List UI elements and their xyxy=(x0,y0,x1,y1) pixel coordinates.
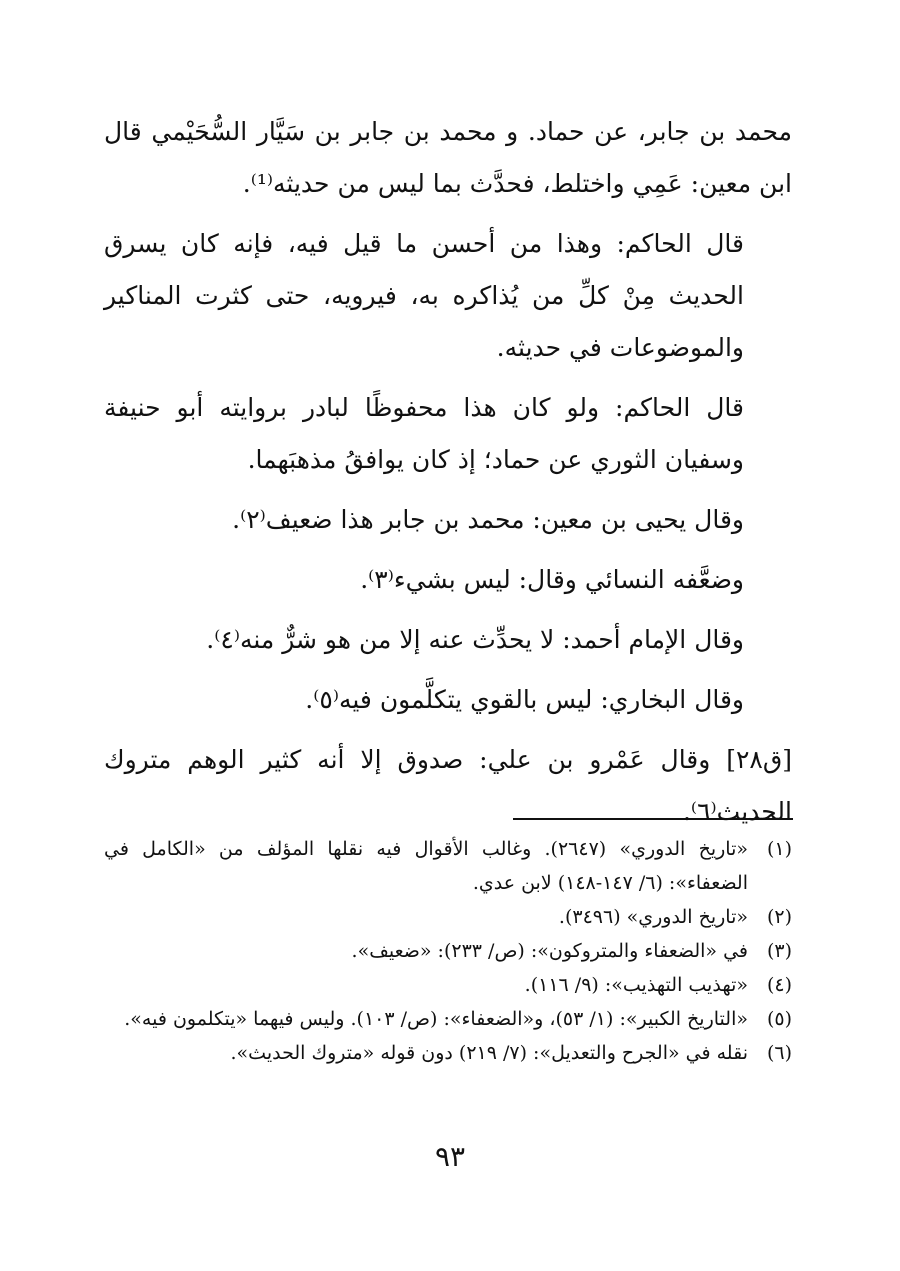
main-text xyxy=(104,106,792,846)
footnote-number: (٦) xyxy=(766,1042,792,1064)
footnote-text: «تهذيب التهذيب»: (٩/ ١١٦). xyxy=(524,974,748,996)
footnote-number: (١) xyxy=(766,838,792,860)
paragraph-1: محمد بن جابر، عن حماد. و محمد بن جابر بن سَيَّار السُّحَيْمي قال ابن معين: عَمِي واختلط، فحدَّث بما ليس من حديثه⁽¹⁾. xyxy=(104,117,792,198)
paragraph-6: وقال الإمام أحمد: لا يحدِّث عنه إلا من هو شرٌّ منه⁽٤⁾. xyxy=(206,625,744,654)
paragraph-7: وقال البخاري: ليس بالقوي يتكلَّمون فيه⁽٥⁾. xyxy=(305,685,744,714)
footnote-text: «تاريخ الدوري» (٢٦٤٧). وغالب الأقوال فيه نقلها المؤلف من «الكامل في الضعفاء»: (٦/ ١٤٧-١٤٨) لابن عدي. xyxy=(104,838,749,894)
footnote-number: (٥) xyxy=(766,1008,792,1030)
paragraph-8: [ق٢٨] وقال عَمْرو بن علي: صدوق إلا أنه كثير الوهم متروك الحديث⁽٦⁾. xyxy=(104,745,792,826)
footnote-text: نقله في «الجرح والتعديل»: (٧/ ٢١٩) دون قوله «متروك الحديث». xyxy=(230,1042,748,1064)
footnote-1 xyxy=(104,832,792,900)
footnote-2 xyxy=(104,900,792,934)
page-number: ٩٣ xyxy=(434,1140,466,1173)
footnote-number: (٤) xyxy=(766,974,792,996)
paragraph-3: قال الحاكم: ولو كان هذا محفوظًا لبادر بروايته أبو حنيفة وسفيان الثوري عن حماد؛ إذ كان يوافقُ مذهبَهما. xyxy=(104,393,744,474)
footnote-text: في «الضعفاء والمتروكون»: (ص/ ٢٣٣): «ضعيف». xyxy=(351,940,748,962)
footnotes xyxy=(104,832,792,1070)
footnote-separator xyxy=(513,818,793,820)
paragraph-4: وقال يحيى بن معين: محمد بن جابر هذا ضعيف⁽٢⁾. xyxy=(232,505,744,534)
footnote-number: (٣) xyxy=(766,940,792,962)
footnote-text: «تاريخ الدوري» (٣٤٩٦). xyxy=(558,906,748,928)
footnote-text: «التاريخ الكبير»: (١/ ٥٣)، و«الضعفاء»: (ص/ ١٠٣). وليس فيهما «يتكلمون فيه». xyxy=(124,1008,748,1030)
footnote-3 xyxy=(104,934,792,968)
footnote-6 xyxy=(104,1036,792,1070)
footnote-4 xyxy=(104,968,792,1002)
footnote-5 xyxy=(104,1002,792,1036)
paragraph-2: قال الحاكم: وهذا من أحسن ما قيل فيه، فإنه كان يسرق الحديث مِنْ كلِّ من يُذاكره به، فيرويه، حتى كثرت المناكير والموضوعات في حديثه. xyxy=(104,229,744,362)
footnote-number: (٢) xyxy=(766,906,792,928)
paragraph-5: وضعَّفه النسائي وقال: ليس بشيء⁽٣⁾. xyxy=(360,565,744,594)
